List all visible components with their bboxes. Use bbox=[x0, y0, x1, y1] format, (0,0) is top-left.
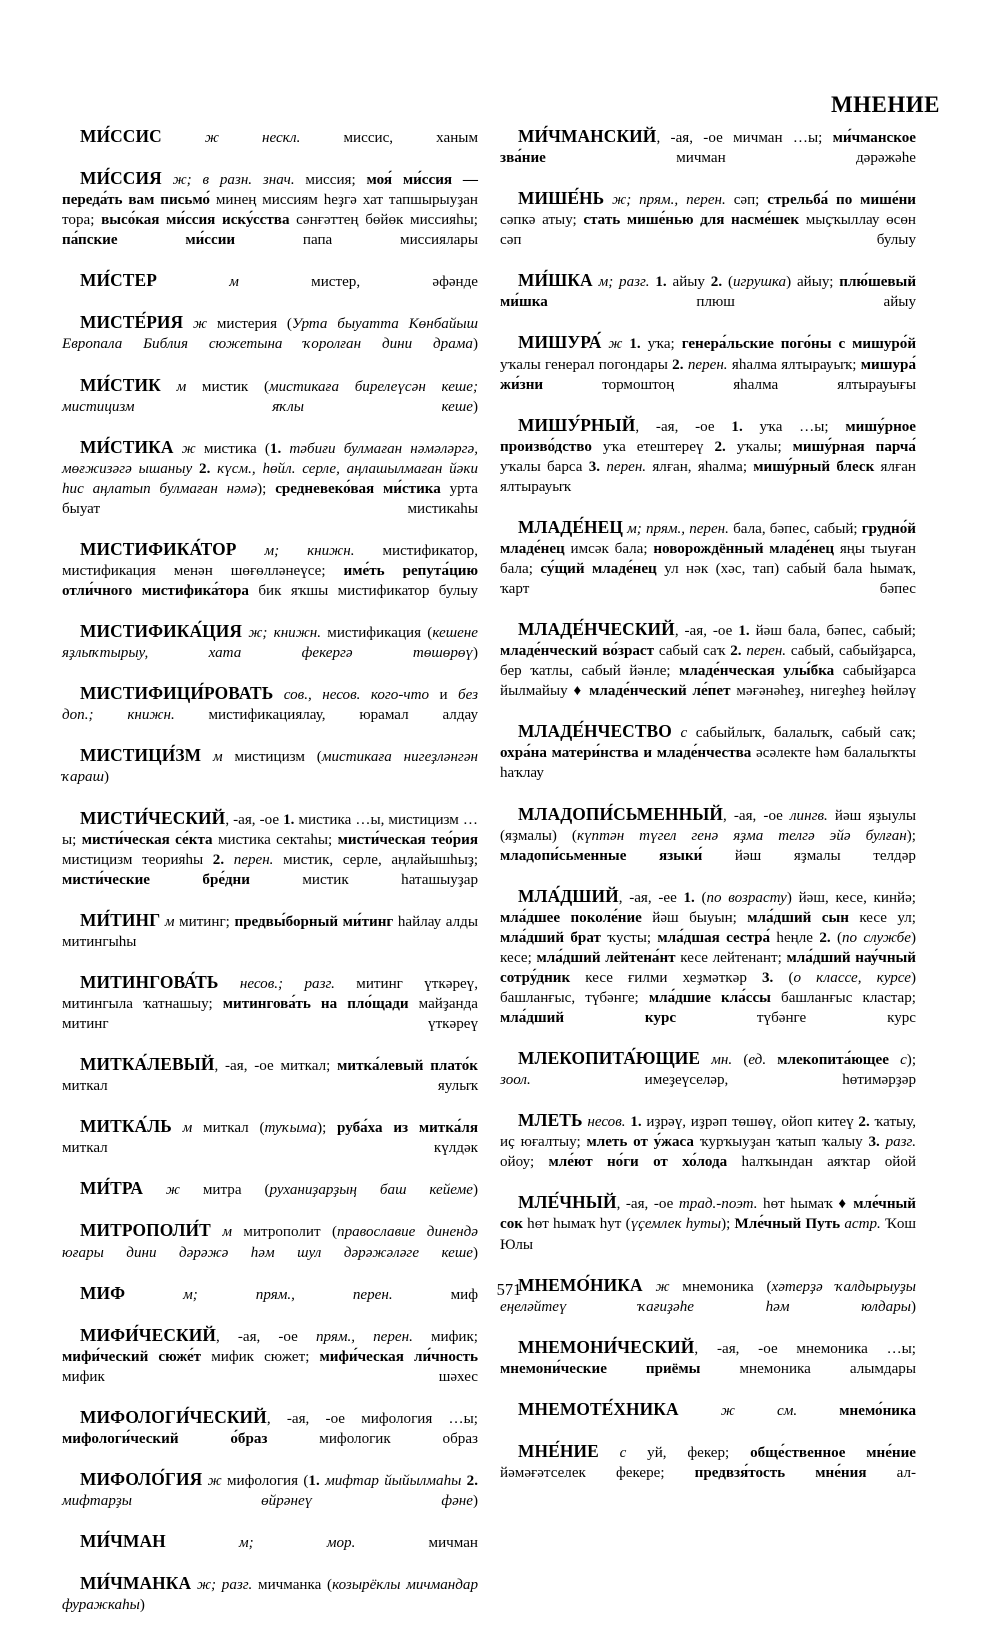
dictionary-entry: МИСТИЦИ́ЗМ м мистицизм (мистикаға нигеҙләнгән ҡараш) bbox=[62, 745, 479, 786]
dictionary-entry: МИФИ́ЧЕСКИЙ, -ая, -ое прям., перен. мифик; мифи́ческий сюже́т мифик сюжет; мифи́ческая ли́чность мифик шәхес bbox=[62, 1324, 478, 1385]
dictionary-entry: МИСТИФИКА́ТОР м; книжн. мистификатор, мистификация менән шөғөлләнеүсе; име́ть репута́цию отли́чного мистифика́тора бик яҡшы мистификатор булыу bbox=[62, 538, 478, 600]
dictionary-entry: МЛАДЕ́НЧЕСТВО с сабыйлыҡ, балалыҡ, сабый саҡ; охра́на матери́нства и младе́нчества әсәлекте һәм балалыҡты һаҡлау bbox=[500, 721, 916, 782]
dictionary-entry: МИТИНГОВА́ТЬ несов.; разг. митинг үткәреү, митингыла ҡатнашыу; митингова́ть на пло́щади майҙанда митинг үткәреү bbox=[62, 971, 479, 1033]
dictionary-entry: МЛЕ́ЧНЫЙ, -ая, -ое трад.-поэт. һөт һымаҡ ♦ мле́чный сок һөт һымаҡ һут (үҫемлек һуты); Мле́чный Путь астр. Ҡош Юлы bbox=[500, 1192, 917, 1253]
dictionary-entry: МЛЕКОПИТА́ЮЩИЕ мн. (ед. млекопита́ющее с); зоол. имеҙеүселәр, һөтимәрҙәр bbox=[500, 1048, 917, 1089]
dictionary-entry: МИТКА́ЛЕВЫЙ, -ая, -ое миткал; митка́левый плато́к миткал яулыҡ bbox=[62, 1054, 478, 1095]
dictionary-entry: МЛАДОПИ́СЬМЕННЫЙ, -ая, -ое лингв. йәш яҙыулы (яҙмалы) (күптән түгел генә яҙма телгә эйә булған); младопи́сьменные языки́ йәш яҙмалы телдәр bbox=[500, 803, 916, 864]
dictionary-entry: МЛЕТЬ несов. 1. иҙрәү, иҙрәп төшөү, ойоп китеү 2. ҡатыу, иҫ юғалтыу; млеть от у́жаса ҡурҡыуҙан ҡатып ҡалыу 3. разг. ойоу; мле́ют но́ги от хо́лода һалҡындан аяҡтар ойой bbox=[500, 1110, 917, 1171]
dictionary-entry: МНЕМО́НИКА ж мнемоника (хәтерҙә ҡалдырыуҙы еңеләйтеү ҡағиҙәһе һәм юлдары) bbox=[500, 1274, 917, 1315]
dictionary-entry: МИСТИФИЦИ́РОВАТЬ сов., несов. кого-что и без доп.; книжн. мистификациялау, юрамал алдау bbox=[62, 683, 478, 724]
dictionary-entry: МНЕ́НИЕ с уй, фекер; обще́ственное мне́ние йәмәғәтселек фекере; предвзя́тость мне́ния ал- bbox=[500, 1441, 917, 1482]
running-head: МНЕНИЕ bbox=[830, 92, 940, 117]
dictionary-entry: МИ́ТРА ж митра (руханиҙарҙың баш кейеме) bbox=[80, 1178, 478, 1199]
dictionary-entry: МИШУРА́ ж 1. уҡа; генера́льские пого́ны с мишуро́й уҡалы генерал погондары 2. перен. яһалма ялтырауыҡ; мишура́ жи́зни тормоштоң яһалма ялтырауығы bbox=[500, 332, 917, 393]
dictionary-entry: МЛАДЕ́НЕЦ м; прям., перен. бала, бәпес, сабый; грудно́й младе́нец имсәк бала; новорождённый младе́нец яңы тыуған бала; су́щий младе́нец ул нәк (хәс, тап) сабый бала һымаҡ, ҡарт бәпес bbox=[500, 516, 917, 598]
page-number: 571 bbox=[496, 1280, 522, 1299]
dictionary-entry: МИ́ТИНГ м митинг; предвы́борный ми́тинг һайлау алды митингыһы bbox=[62, 909, 478, 950]
dictionary-entry: МЛАДЕ́НЧЕСКИЙ, -ая, -ое 1. йәш бала, бәпес, сабый; младе́нческий во́зраст сабый саҡ 2. перен. сабый, сабыйҙарса, бер ҡатлы, сабый йәнле; младе́нческая улы́бка сабыйҙарса йылмайыу ♦ младе́нческий ле́пет мәғәнәһеҙ, нигеҙһеҙ һөйләү bbox=[500, 619, 917, 700]
dictionary-entry: МИСТЕ́РИЯ ж мистерия (Урта быуатта Көнбайыш Европала Библия сюжетына ҡоролған дини драма) bbox=[62, 312, 478, 353]
dictionary-entry: МИ́ССИЯ ж; в разн. знач. миссия; моя́ ми́ссия — переда́ть вам письмо́ минең миссиям һеҙгә хат тапшырыуҙан тора; высо́кая ми́ссия иску́сства сәнғәттең бөйөк миссияһы; па́пские ми́ссии папа миссиялары bbox=[62, 168, 478, 249]
dictionary-entry: МИ́СТИК м мистик (мистикаға бирелеүсән кеше; мистицизм яҡлы кеше) bbox=[62, 374, 479, 415]
dictionary-entry: МИ́ЧМАНСКИЙ, -ая, -ое мичман …ы; ми́чманское зва́ние мичман дәрәжәһе bbox=[500, 126, 916, 167]
dictionary-entry: МИ́ССИС ж нескл. миссис, ханым bbox=[80, 126, 478, 146]
dictionary-entry: МЛА́ДШИЙ, -ая, -ее 1. (по возрасту) йәш, кесе, кинйә; мла́дшее поколе́ние йәш быуын; мла́дший сын кесе ул; мла́дший брат ҡусты; мла́дшая сестра́ һеңле 2. (по службе) кесе; мла́дший лейтена́нт кесе лейтенант; мла́дший нау́чный сотру́дник кесе ғилми хеҙмәткәр 3. (о классе, курсе) башланғыс, түбәнге; мла́дшие кла́ссы башланғыс кластар; мла́дший курс түбәнге курс bbox=[500, 885, 917, 1027]
dictionary-entry: МИ́СТИКА ж мистика (1. тәбиғи булмаған нәмәләргә, мөғжизәгә ышаныу 2. күсм., һөйл. серле, аңлашылмаған йәки һис аңлатып булмаған нәмә); средневеко́вая ми́стика урта быуат мистикаһы bbox=[62, 436, 479, 517]
column-left bbox=[62, 126, 478, 1635]
dictionary-entry: МИФОЛОГИ́ЧЕСКИЙ, -ая, -ое мифология …ы; мифологи́ческий о́браз мифологик образ bbox=[62, 1406, 478, 1447]
dictionary-entry: МИТРОПОЛИ́Т м митрополит (православие динендә юғары дини дәрәжә һәм шул дәрәжәләге кеше) bbox=[62, 1220, 478, 1261]
dictionary-entry: МИСТИФИКА́ЦИЯ ж; книжн. мистификация (кешене яҙлыҡтырыу, хата фекергә төшөрөү) bbox=[62, 621, 478, 662]
column-container bbox=[62, 126, 940, 1635]
column-right bbox=[500, 126, 916, 1635]
dictionary-entry: МИФОЛО́ГИЯ ж мифология (1. мифтар йыйылмаһы 2. мифтарҙы өйрәнеү фәне) bbox=[62, 1469, 478, 1510]
dictionary-entry: МИ́ЧМАНКА ж; разг. мичманка (козырёклы мичмандар фуражкаһы) bbox=[62, 1573, 479, 1614]
dictionary-entry: МИ́ШКА м; разг. 1. айыу 2. (игрушка) айыу; плю́шевый ми́шка плюш айыу bbox=[500, 270, 917, 311]
dictionary-entry: МНЕМОНИ́ЧЕСКИЙ, -ая, -ое мнемоника …ы; мнемони́ческие приёмы мнемоника алымдары bbox=[500, 1336, 916, 1377]
dictionary-entry: МИ́ЧМАН м; мор. мичман bbox=[80, 1531, 478, 1552]
dictionary-entry: МИ́СТЕР м мистер, әфәнде bbox=[80, 270, 479, 291]
dictionary-entry: МИШУ́РНЫЙ, -ая, -ое 1. уҡа …ы; мишу́рное произво́дство уҡа етештереү 2. уҡалы; мишу́рная парча́ уҡалы барса 3. перен. ялған, яһалма; мишу́рный блеск ялған ялтырауыҡ bbox=[500, 414, 917, 495]
dictionary-entry: МИСТИ́ЧЕСКИЙ, -ая, -ое 1. мистика …ы, мистицизм …ы; мисти́ческая се́кта мистика сектаһы; мисти́ческая тео́рия мистицизм теорияһы 2. перен. мистик, серле, аңлайышһыҙ; мисти́ческие бре́дни мистик һаташыуҙар bbox=[62, 807, 479, 888]
dictionary-entry: МНЕМОТЕ́ХНИКА ж см. мнемо́ника bbox=[518, 1398, 916, 1419]
dictionary-entry: МИТКА́ЛЬ м миткал (туҡыма); руба́ха из митка́ля миткал күлдәк bbox=[62, 1116, 479, 1157]
dictionary-entry: МИФ м; прям., перен. миф bbox=[80, 1282, 479, 1303]
dictionary-entry: МИШЕ́НЬ ж; прям., перен. сәп; стрельба́ по мише́ни сәпкә атыу; стать мише́нью для насме́шек мыҫҡыллау өсөн сәп булыу bbox=[500, 188, 916, 249]
